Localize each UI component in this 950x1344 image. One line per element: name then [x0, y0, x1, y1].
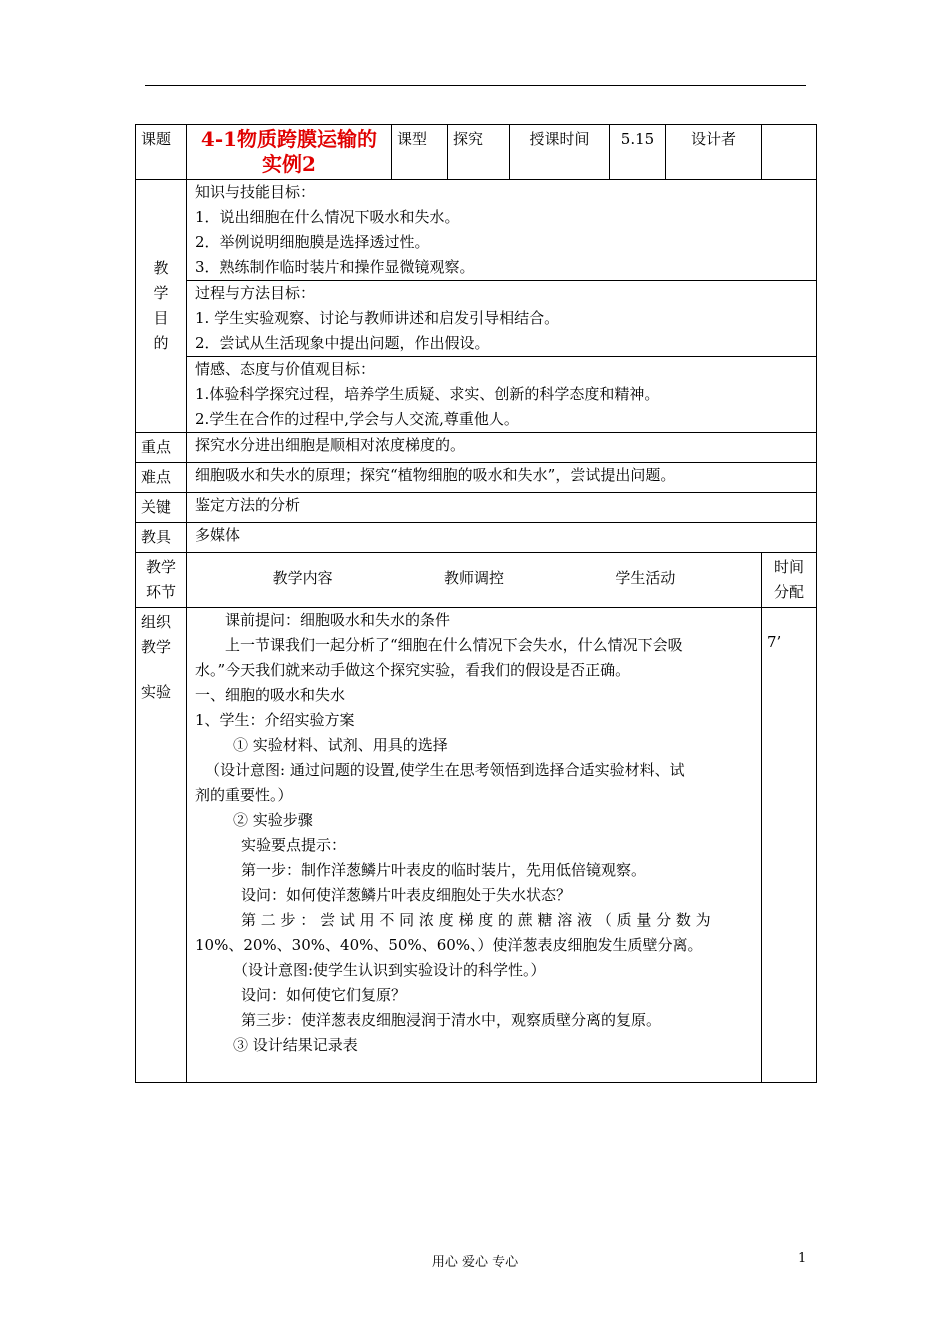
time-alloc-header [762, 553, 817, 608]
content-line: 第一步：制作洋葱鳞片叶表皮的临时装片，先用低倍镜观察。 [241, 861, 647, 879]
content-line: 第三步：使洋葱表皮细胞浸润于清水中，观察质壁分离的复原。 [241, 1011, 662, 1029]
content-line: 第 二 步 ： 尝 试 用 不 同 浓 度 梯 度 的 蔗 糖 溶 液 （ 质 量 分 数 为 [241, 911, 711, 929]
lesson-title-line2: 实例2 [262, 152, 316, 176]
designer-value [762, 125, 817, 180]
goals-knowledge-row [136, 180, 817, 281]
stage-header [136, 553, 187, 608]
crux-row [136, 493, 817, 523]
header-row [136, 125, 817, 180]
content-line: ② 实验步骤 [233, 811, 313, 829]
goals-label-char: 的 [153, 334, 169, 352]
stage-header-line: 环节 [145, 583, 176, 601]
type-value: 探究 [448, 125, 510, 180]
knowledge-item: 1．说出细胞在什么情况下吸水和失水。 [195, 208, 460, 226]
tools-value: 多媒体 [187, 523, 817, 553]
content-line: 实验要点提示： [241, 836, 347, 854]
knowledge-item: 2．举例说明细胞膜是选择透过性。 [195, 233, 430, 251]
key-point-row [136, 433, 817, 463]
knowledge-goals [187, 180, 817, 281]
time-label: 授课时间 [510, 125, 610, 180]
lesson-stage-line: 组织 [141, 613, 172, 631]
content-line: 1、学生：介绍实验方案 [195, 711, 355, 729]
time-alloc-header-line: 分配 [773, 583, 804, 601]
difficulty-label: 难点 [136, 463, 187, 493]
knowledge-heading: 知识与技能目标： [195, 183, 316, 201]
content-line: 上一节课我们一起分析了“细胞在什么情况下会失水，什么情况下会吸 [225, 636, 683, 654]
process-heading: 过程与方法目标： [195, 284, 316, 302]
difficulty-row [136, 463, 817, 493]
time-value: 5.15 [610, 125, 666, 180]
designer-label: 设计者 [666, 125, 762, 180]
crux-value: 鉴定方法的分析 [187, 493, 817, 523]
emotion-heading: 情感、态度与价值观目标： [195, 360, 376, 378]
tools-label: 教具 [136, 523, 187, 553]
content-line: 水。”今天我们就来动手做这个探究实验，看我们的假设是否正确。 [195, 661, 631, 679]
content-columns-header [187, 553, 762, 608]
footer-slogan: 用心 爱心 专心 [431, 1255, 519, 1270]
goals-emotion-row [136, 357, 817, 433]
content-line: 设问：如何使它们复原？ [241, 986, 407, 1004]
goals-label [136, 180, 187, 433]
goals-label-char: 学 [153, 284, 169, 302]
content-line: ③ 设计结果记录表 [233, 1036, 358, 1054]
lesson-stage-line: 实验 [141, 683, 172, 701]
key-point-label: 重点 [136, 433, 187, 463]
key-point-value: 探究水分进出细胞是顺相对浓度梯度的。 [187, 433, 817, 463]
emotion-item: 1.体验科学探究过程，培养学生质疑、求实、创新的科学态度和精神。 [195, 385, 660, 403]
tools-row [136, 523, 817, 553]
content-line: 课前提问：细胞吸水和失水的条件 [225, 611, 451, 629]
lesson-content [187, 608, 762, 1083]
crux-label: 关键 [136, 493, 187, 523]
content-line: ① 实验材料、试剂、用具的选择 [233, 736, 448, 754]
goals-label-char: 教 [153, 259, 169, 277]
lesson-stage [136, 608, 187, 1083]
student-header: 学生活动 [615, 568, 676, 587]
header-rule [145, 85, 806, 86]
teacher-header: 教师调控 [443, 568, 504, 587]
page-number: 1 [798, 1251, 807, 1266]
process-item: 1. 学生实验观察、讨论与教师讲述和启发引导相结合。 [195, 309, 560, 327]
difficulty-value: 细胞吸水和失水的原理；探究“植物细胞的吸水和失水”，尝试提出问题。 [187, 463, 817, 493]
column-header-row [136, 553, 817, 608]
content-line: 设问：如何使洋葱鳞片叶表皮细胞处于失水状态？ [241, 886, 572, 904]
content-line: 一、细胞的吸水和失水 [195, 686, 346, 704]
lesson-body-row [136, 608, 817, 1083]
content-line: 10%、20%、30%、40%、50%、60%、）使洋葱表皮细胞发生质壁分离。 [195, 936, 703, 954]
process-item: 2．尝试从生活现象中提出问题，作出假设。 [195, 334, 490, 352]
content-line: （设计意图: 通过问题的设置,使学生在思考领悟到选择合适实验材料、试 [205, 761, 685, 779]
type-label: 课型 [392, 125, 448, 180]
time-alloc-header-line: 时间 [773, 558, 804, 576]
lesson-time: 7’ [762, 608, 817, 1083]
lesson-title [187, 125, 392, 180]
topic-label: 课题 [136, 125, 187, 180]
lesson-plan-table [135, 124, 817, 1083]
content-line: 剂的重要性。） [195, 786, 293, 804]
lesson-title-line1: 4-1物质跨膜运输的 [200, 127, 378, 151]
emotion-goals [187, 357, 817, 433]
stage-header-line: 教学 [145, 558, 176, 576]
emotion-item: 2.学生在合作的过程中,学会与人交流,尊重他人。 [195, 410, 519, 428]
content-header: 教学内容 [272, 568, 333, 587]
process-goals [187, 281, 817, 357]
knowledge-item: 3．熟练制作临时装片和操作显微镜观察。 [195, 258, 475, 276]
goals-process-row [136, 281, 817, 357]
lesson-stage-line: 教学 [141, 638, 172, 656]
goals-label-char: 目 [153, 309, 169, 327]
content-line: （设计意图:使学生认识到实验设计的科学性。） [233, 961, 546, 979]
